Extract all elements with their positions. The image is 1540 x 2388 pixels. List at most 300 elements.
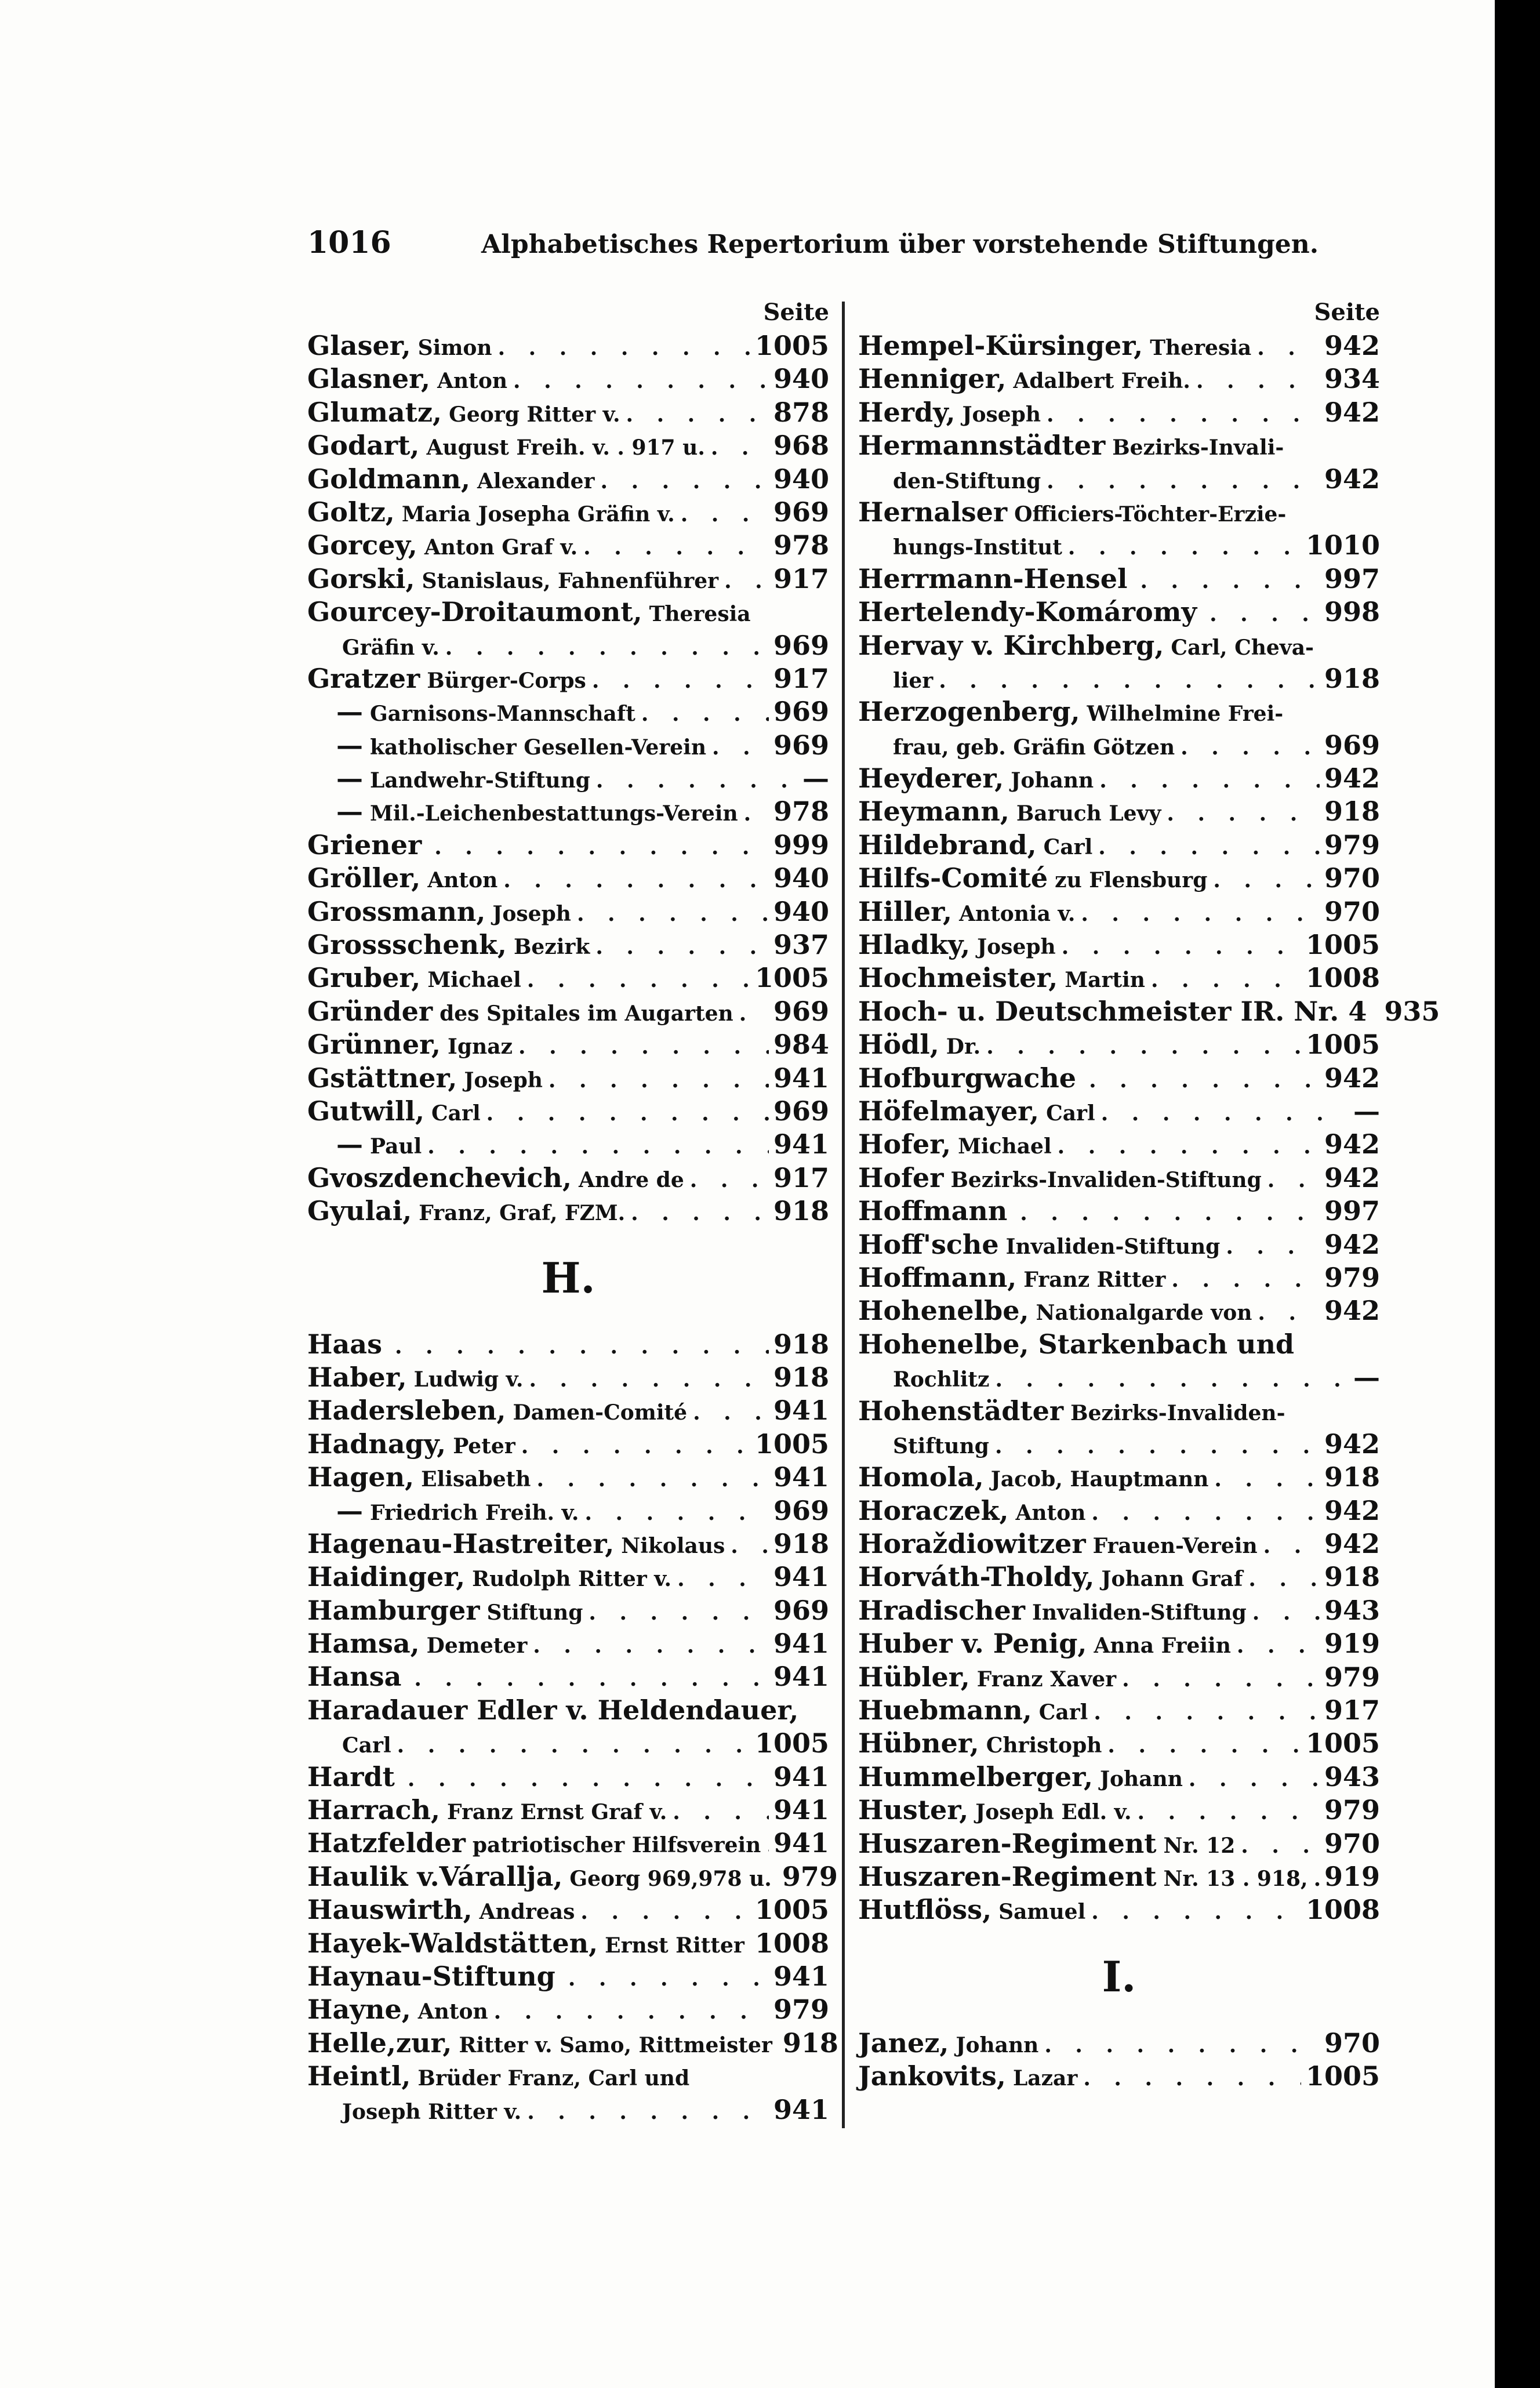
entry-name: Gstättner, (307, 1062, 457, 1094)
leader-dots (529, 1363, 769, 1396)
leader-dots (1101, 1097, 1349, 1130)
entry-page: 1008 (1305, 1894, 1380, 1926)
entry-detail: patriotischer Hilfsverein (472, 1833, 761, 1858)
entry-page: 941 (773, 2093, 829, 2125)
leader-dots (986, 1030, 1301, 1064)
left-column (307, 296, 838, 2126)
entry-name: Hoff'sche (858, 1228, 999, 1260)
entry-name: — (336, 763, 363, 794)
entry-name: Hoffmann, (858, 1261, 1017, 1293)
leader-dots (1226, 1231, 1320, 1264)
entry-name: Grossmann, (307, 895, 486, 927)
index-entry (858, 695, 1380, 728)
entry-detail: Martin (1065, 968, 1145, 993)
entry-name: Helle,zur, (307, 2027, 452, 2059)
index-entry (858, 1594, 1380, 1627)
right-column (858, 296, 1440, 2093)
entry-detail: Simon (417, 336, 492, 360)
index-entry (307, 2060, 829, 2093)
entry-detail: hungs-Institut (893, 535, 1062, 560)
entry-name: Hübner, (858, 1728, 979, 1759)
leader-dots (1107, 1729, 1301, 1762)
entry-name: Huszaren-Regiment (858, 1860, 1157, 1892)
index-entry (307, 1794, 829, 1827)
leader-dots (724, 565, 769, 598)
entry-name: Hadersleben, (307, 1395, 506, 1427)
entry-detail: Christoph (986, 1733, 1102, 1758)
entry-name: Hübler, (858, 1661, 970, 1693)
section-letter: H. (541, 1253, 595, 1302)
entry-detail: Samuel (998, 1900, 1086, 1925)
entry-name: Hagen, (307, 1461, 415, 1493)
entry-page: 970 (1324, 1827, 1380, 1859)
leader-dots (744, 797, 769, 830)
section-letter: I. (1102, 1951, 1136, 2001)
entry-name: Hervay v. Kirchberg, (858, 629, 1164, 661)
leader-dots (494, 1995, 769, 2028)
entry-detail: Johann (1100, 1766, 1183, 1791)
entry-detail: Franz Ritter (1023, 1267, 1166, 1292)
leader-dots (1257, 332, 1320, 365)
entry-detail: Rochlitz (893, 1367, 990, 1392)
entry-name: Haynau-Stiftung (307, 1960, 555, 1992)
entry-detail: Lazar (1012, 2066, 1078, 2091)
entry-detail: Carl (431, 1101, 481, 1126)
entry-name: Hochmeister, (858, 962, 1058, 994)
entry-page: 941 (773, 1062, 829, 1094)
entry-detail: Carl, Cheva- (1171, 635, 1314, 660)
leader-dots (589, 1596, 769, 1629)
entry-page: 878 (773, 396, 829, 428)
entry-name: Griener (307, 829, 422, 861)
entry-detail: zu Flensburg (1055, 868, 1208, 893)
entry-page: 941 (773, 1960, 829, 1992)
entry-name: Huszaren-Regiment (858, 1827, 1157, 1859)
index-entry (307, 729, 829, 762)
entry-page: 942 (1324, 1162, 1380, 1193)
index-entry (858, 629, 1380, 662)
index-entry (307, 1993, 829, 2026)
entry-detail: Georg 969,978 u. (569, 1866, 772, 1891)
entry-detail: Friedrich Freih. v. (370, 1500, 579, 1525)
entry-name: — (336, 1128, 363, 1160)
index-entry (307, 862, 829, 895)
entry-name: Horaždiowitzer (858, 1528, 1086, 1560)
leader-dots (527, 964, 750, 997)
entry-page: 1005 (754, 1428, 829, 1460)
entry-page: 934 (1324, 363, 1380, 395)
leader-dots (397, 1729, 750, 1762)
entry-detail: Johann (956, 2033, 1039, 2057)
leader-dots (673, 1796, 769, 1829)
scan-margin (1495, 0, 1540, 2388)
leader-dots (677, 1563, 769, 1596)
leader-dots (595, 931, 769, 964)
entry-name: Henniger, (858, 363, 1007, 395)
leader-dots (712, 731, 769, 764)
entry-name: Hamsa, (307, 1628, 420, 1660)
leader-dots (995, 1430, 1320, 1463)
leader-dots (533, 1629, 769, 1663)
leader-dots (536, 1463, 769, 1496)
index-entry (858, 762, 1380, 795)
entry-page: 969 (773, 496, 829, 528)
index-entry (307, 1761, 829, 1794)
entry-page: 969 (773, 1494, 829, 1526)
entry-name: Haulik v.Várallja, (307, 1860, 563, 1892)
entry-detail: August Freih. v. . 917 u. (426, 435, 705, 460)
entry-name: Gorcey, (307, 529, 417, 561)
leader-dots (1267, 1164, 1320, 1197)
leader-dots (1047, 465, 1320, 498)
entry-name: — (336, 1494, 363, 1526)
index-entry (858, 1395, 1380, 1428)
index-entry (307, 1128, 829, 1161)
entry-detail: Demeter (426, 1634, 528, 1658)
entry-name: Grossschenk, (307, 929, 507, 961)
leader-dots (583, 531, 769, 564)
entry-name: Hradischer (858, 1594, 1025, 1626)
entry-name: Heintl, (307, 2060, 411, 2092)
index-entry (307, 2093, 829, 2126)
entry-name: Hohenelbe, Starkenbach und (858, 1328, 1295, 1360)
entry-detail: Stiftung (486, 1600, 583, 1625)
entry-detail: Antonia v. (959, 901, 1076, 926)
entry-name: Huster, (858, 1794, 969, 1826)
index-entry (307, 1893, 829, 1926)
entry-detail: Stiftung (893, 1433, 989, 1458)
entry-name: Janez, (858, 2027, 949, 2059)
leader-dots (1083, 2062, 1301, 2095)
leader-dots (1237, 1629, 1320, 1663)
index-entry (307, 662, 829, 695)
entry-page: 978 (773, 796, 829, 828)
index-entry (307, 1594, 829, 1627)
entry-name: Glumatz, (307, 396, 442, 428)
index-entry (858, 2027, 1380, 2060)
entry-name: Haidinger, (307, 1561, 466, 1593)
leader-dots (568, 1962, 769, 1995)
index-entry (307, 1394, 829, 1427)
leader-dots (626, 398, 769, 431)
entry-name: Hernalser (858, 496, 1008, 528)
entry-detail: Peter (453, 1433, 515, 1458)
index-entry (858, 1461, 1380, 1494)
entry-name: Hardt (307, 1761, 395, 1792)
entry-name: Hayne, (307, 1994, 411, 2026)
entry-detail: Mil.-Leichenbestattungs-Verein (370, 801, 738, 826)
entry-page: 1005 (754, 962, 829, 994)
leader-dots (1089, 1064, 1320, 1097)
index-entry (307, 463, 829, 496)
entry-page: 969 (773, 1095, 829, 1127)
entry-name: Huber v. Penig, (858, 1628, 1087, 1660)
index-entry (858, 961, 1380, 995)
leader-dots (1189, 1763, 1320, 1796)
index-entry (307, 928, 829, 961)
entry-detail: Ludwig v. (413, 1367, 524, 1392)
entry-name: Hermannstädter (858, 430, 1106, 462)
entry-detail: Bürger-Corps (427, 668, 586, 693)
leader-dots (527, 2096, 769, 2129)
index-entry (307, 1361, 829, 1394)
entry-detail: Bezirks-Invaliden- (1070, 1400, 1285, 1425)
entry-page: 968 (773, 430, 829, 462)
leader-dots (518, 1030, 769, 1064)
leader-dots (486, 1097, 769, 1130)
index-entry (858, 562, 1380, 596)
index-entry (307, 1960, 829, 1993)
index-entry (307, 1560, 829, 1594)
entry-detail: Gräfin v. (342, 635, 440, 660)
entry-detail: frau, geb. Gräfin Götzen (893, 735, 1175, 760)
entry-name: Hadnagy, (307, 1428, 446, 1460)
entry-page: — (802, 763, 829, 794)
entry-name: Höfelmayer, (858, 1095, 1040, 1127)
entry-page: 940 (773, 895, 829, 927)
index-entry (858, 1860, 1380, 1893)
entry-name: Hoffmann (858, 1195, 1008, 1227)
entry-page: 1005 (754, 1728, 829, 1759)
entry-page: 917 (1324, 1694, 1380, 1726)
index-entry (307, 1494, 829, 1527)
entry-detail: Wilhelmine Frei- (1087, 702, 1284, 727)
index-entry (858, 529, 1380, 562)
index-entry (307, 396, 829, 429)
leader-dots (1263, 1530, 1320, 1563)
entry-detail: Andre de (578, 1167, 684, 1192)
leader-dots (580, 1896, 750, 1929)
leader-dots (711, 431, 769, 464)
entry-name: Gruber, (307, 962, 421, 994)
index-entry (307, 2027, 838, 2060)
index-entry (307, 961, 829, 995)
leader-dots (690, 1164, 769, 1197)
leader-dots (584, 1497, 769, 1530)
entry-page: 918 (773, 1328, 829, 1360)
entry-page: 969 (773, 995, 829, 1027)
entry-detail: Landwehr-Stiftung (370, 768, 590, 793)
leader-dots (1122, 1663, 1320, 1696)
entry-detail: Bezirks-Invali- (1112, 435, 1284, 460)
entry-name: Haas (307, 1328, 382, 1360)
entry-page: 918 (782, 2027, 838, 2059)
entry-page: 970 (1324, 862, 1380, 894)
index-entry (858, 1128, 1380, 1161)
leader-dots (596, 764, 798, 797)
entry-detail: lier (893, 668, 934, 693)
entry-page: 969 (773, 1594, 829, 1626)
entry-page: 942 (1324, 1228, 1380, 1260)
index-entry (307, 1927, 829, 1960)
index-entry (858, 1428, 1380, 1461)
entry-name: Hilfs-Comité (858, 862, 1048, 894)
index-entry (858, 1761, 1380, 1794)
entry-name: Gvoszdenchevich, (307, 1162, 572, 1193)
entry-page: 979 (1324, 1261, 1380, 1293)
leader-dots (1241, 1830, 1320, 1863)
leader-dots (1094, 1696, 1320, 1729)
entry-page: — (1353, 1095, 1380, 1127)
entry-name: Hildebrand, (858, 829, 1037, 861)
entry-page: 942 (1324, 1128, 1380, 1160)
entry-detail: Ritter v. Samo, Rittmeister (459, 2033, 772, 2057)
index-entry (858, 396, 1380, 429)
index-entry (307, 529, 829, 562)
entry-detail: Nr. 12 (1163, 1833, 1236, 1858)
entry-page: 918 (773, 1195, 829, 1227)
entry-name: — (336, 796, 363, 828)
entry-detail: Georg Ritter v. (449, 402, 620, 427)
index-entry (307, 1095, 829, 1128)
entry-page: 942 (1324, 763, 1380, 794)
index-entry (858, 662, 1380, 695)
entry-detail: Anton Graf v. (424, 535, 578, 560)
entry-page: 1005 (1305, 1728, 1380, 1759)
index-entry (858, 895, 1380, 928)
entry-page: 969 (1324, 729, 1380, 761)
entry-name: Herzogenberg, (858, 696, 1080, 728)
entry-detail: Adalbert Freih. (1013, 369, 1190, 394)
index-entry (858, 429, 1380, 462)
entry-page: 942 (1324, 1428, 1380, 1460)
entry-page: 917 (773, 1162, 829, 1193)
entry-detail: Baruch Levy (1016, 801, 1161, 826)
entry-name: Hofer, (858, 1128, 951, 1160)
entry-name: Gratzer (307, 662, 420, 694)
leader-dots (1091, 1896, 1301, 1929)
index-entry (858, 928, 1380, 961)
entry-page: 1005 (1305, 2060, 1380, 2092)
entry-detail: Invaliden-Stiftung (1005, 1234, 1221, 1259)
entry-name: Hertelendy-Komáromy (858, 596, 1197, 628)
leader-dots (1181, 731, 1320, 764)
index-entry (307, 1827, 829, 1860)
entry-page: 919 (1324, 1860, 1380, 1892)
entry-name: Gorski, (307, 562, 415, 594)
entry-detail: Joseph (492, 901, 571, 926)
entry-detail: Alexander (477, 469, 595, 493)
entry-page: 941 (773, 1794, 829, 1826)
leader-dots (1138, 1796, 1320, 1829)
entry-detail: Carl (1046, 1101, 1095, 1126)
index-entry (858, 1062, 1380, 1095)
entry-page: 979 (1324, 1661, 1380, 1693)
entry-detail: katholischer Gesellen-Verein (370, 735, 707, 760)
entry-detail: Ignaz (448, 1035, 513, 1059)
entry-detail: Ernst Ritter (605, 1933, 744, 1958)
entry-detail: Franz Ernst Graf v. (447, 1800, 667, 1825)
entry-page: 997 (1324, 562, 1380, 594)
entry-page: 943 (1324, 1761, 1380, 1792)
leader-dots (731, 1530, 769, 1563)
entry-detail: Elisabeth (421, 1467, 531, 1492)
entry-name: — (336, 729, 363, 761)
entry-name: Hempel-Kürsinger, (858, 330, 1143, 361)
index-entry (307, 1195, 829, 1228)
entry-page: 979 (773, 1994, 829, 2026)
entry-name: Hödl, (858, 1029, 939, 1061)
leader-dots (601, 465, 769, 498)
index-entry (307, 829, 829, 862)
entry-page: 999 (773, 829, 829, 861)
entry-detail: Bezirk (513, 935, 590, 960)
index-entry (307, 1328, 829, 1361)
index-entry (858, 1328, 1380, 1361)
entry-page: 969 (773, 729, 829, 761)
index-entry (307, 1028, 829, 1061)
leader-dots (513, 365, 769, 398)
entry-name: Hohenelbe, (858, 1295, 1029, 1327)
entry-page: 978 (773, 529, 829, 561)
entry-page: 941 (773, 1761, 829, 1792)
entry-name: Hohenstädter (858, 1395, 1064, 1427)
entry-name: Hiller, (858, 895, 953, 927)
entry-page: 998 (1324, 596, 1380, 628)
leader-dots (395, 1330, 769, 1363)
index-entry (307, 762, 829, 795)
leader-dots (503, 864, 769, 897)
entry-page: 940 (773, 363, 829, 395)
entry-name: Horváth-Tholdy, (858, 1561, 1095, 1593)
entry-name: Harrach, (307, 1794, 441, 1826)
leader-dots (739, 997, 769, 1030)
leader-dots (1058, 1130, 1320, 1163)
index-entry (858, 1294, 1380, 1327)
entry-page: 935 (1384, 995, 1440, 1027)
leader-dots (995, 1363, 1349, 1396)
index-entry (858, 463, 1380, 496)
index-entry (307, 562, 829, 596)
entry-page: 917 (773, 562, 829, 594)
entry-page: 918 (1324, 1461, 1380, 1493)
entry-page: 941 (773, 1561, 829, 1593)
index-entry (858, 1361, 1380, 1394)
index-entry (307, 1727, 829, 1760)
leader-dots (445, 632, 769, 665)
leader-dots (1047, 398, 1320, 431)
page-title: Alphabetisches Repertorium über vorstehende Stiftungen. (481, 230, 1319, 259)
entry-detail: Joseph Ritter v. (342, 2099, 522, 2124)
leader-dots (1081, 898, 1320, 931)
entry-name: Hayek-Waldstätten, (307, 1927, 598, 1959)
entry-detail: Nikolaus (621, 1533, 725, 1558)
entry-name: Horaczek, (858, 1494, 1009, 1526)
entry-page: 941 (773, 1128, 829, 1160)
index-entry (307, 1062, 829, 1095)
leader-dots (939, 665, 1320, 698)
entry-page: 942 (1324, 1062, 1380, 1094)
index-entry (858, 1494, 1380, 1527)
page-header (307, 225, 1409, 260)
entry-detail: Joseph (464, 1068, 543, 1093)
index-entry (858, 1794, 1380, 1827)
entry-detail: Nr. 13 . 918, (1163, 1866, 1308, 1891)
entry-page: 984 (773, 1029, 829, 1061)
index-entry (307, 429, 829, 462)
entry-page: 1010 (1305, 529, 1380, 561)
leader-dots (1210, 598, 1320, 631)
entry-name: — (336, 696, 363, 728)
leader-dots (521, 1430, 750, 1463)
entry-detail: Anton (1015, 1500, 1086, 1525)
entry-page: 942 (1324, 1528, 1380, 1560)
leader-dots (1314, 1863, 1320, 1896)
leader-dots (1098, 831, 1320, 864)
index-entry (307, 1461, 829, 1494)
entry-detail: Carl (1043, 834, 1093, 859)
leader-dots (577, 898, 769, 931)
